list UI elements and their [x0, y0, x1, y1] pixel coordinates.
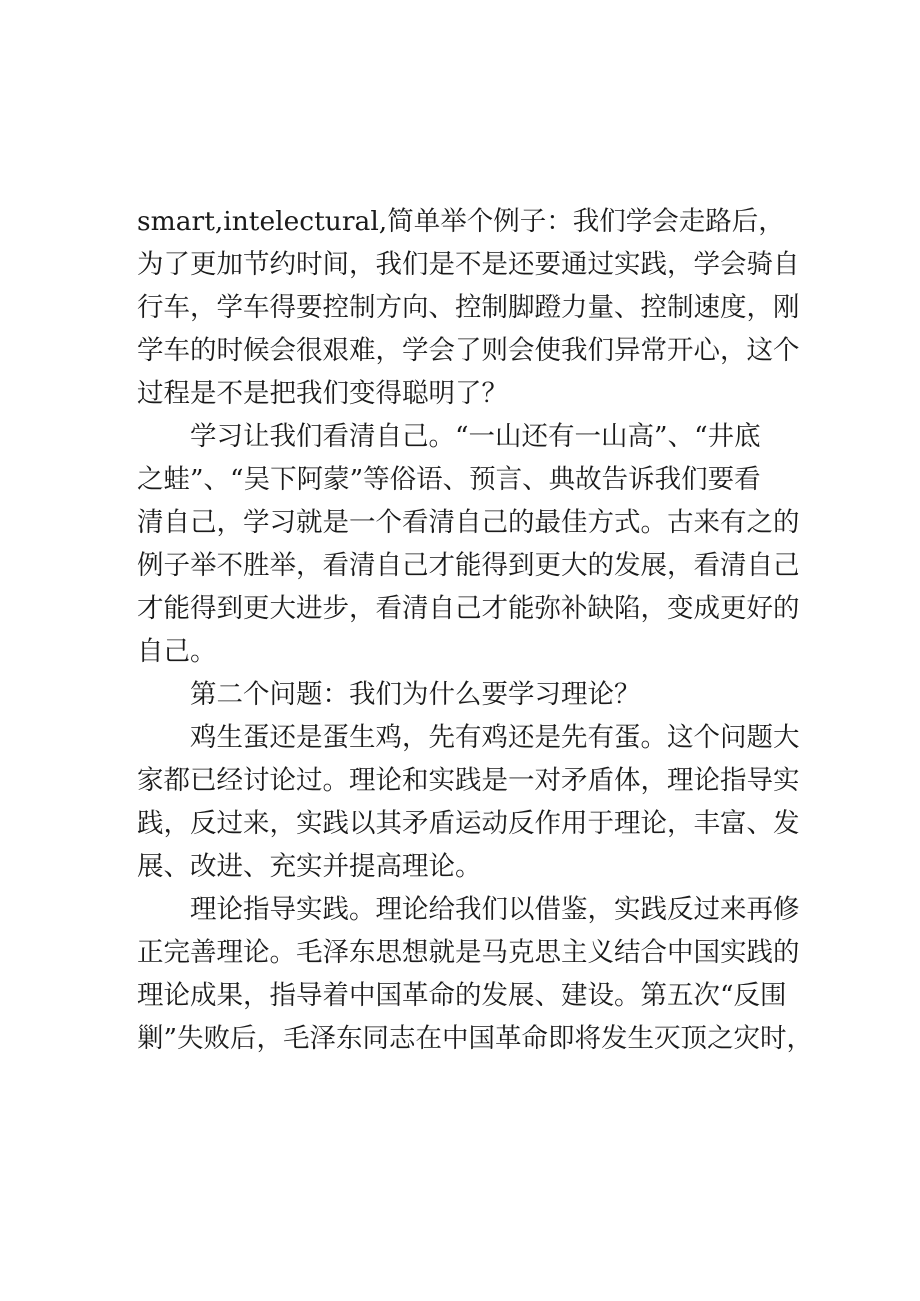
- text-line: 为了更加节约时间，我们是不是还要通过实践，学会骑自: [137, 249, 800, 280]
- text-line: 自己。: [137, 636, 217, 667]
- paragraph-start-line: 理论指导实践。理论给我们以借鉴，实践反过来再修: [190, 894, 800, 925]
- section-heading: 第二个问题：我们为什么要学习理论？: [190, 679, 641, 710]
- text-line: 行车，学车得要控制方向、控制脚蹬力量、控制速度，刚: [137, 292, 800, 323]
- text-line: 正完善理论。毛泽东思想就是马克思主义结合中国实践的: [137, 937, 800, 968]
- text-line: 剿”失败后，毛泽东同志在中国革命即将发生灭顶之灾时，: [137, 1023, 814, 1054]
- text-line: 践，反过来，实践以其矛盾运动反作用于理论，丰富、发: [137, 808, 800, 839]
- text-line: 展、改进、充实并提高理论。: [137, 851, 482, 882]
- text-line: 理论成果，指导着中国革命的发展、建设。第五次“反围: [137, 980, 787, 1011]
- text-line: 例子举不胜举，看清自己才能得到更大的发展，看清自己: [137, 550, 800, 581]
- text-line: 之蛙”、“吴下阿蒙”等俗语、预言、典故告诉我们要看: [137, 464, 761, 495]
- text-line: 清自己，学习就是一个看清自己的最佳方式。古来有之的: [137, 507, 800, 538]
- paragraph-start-line: 鸡生蛋还是蛋生鸡，先有鸡还是先有蛋。这个问题大: [190, 722, 800, 753]
- text-line: 才能得到更大进步，看清自己才能弥补缺陷，变成更好的: [137, 593, 800, 624]
- text-line: 家都已经讨论过。理论和实践是一对矛盾体，理论指导实: [137, 765, 800, 796]
- text-line: 过程是不是把我们变得聪明了？: [137, 378, 508, 409]
- text-line: smart,intelectural,简单举个例子：我们学会走路后，: [137, 206, 785, 237]
- text-line: 学车的时候会很艰难，学会了则会使我们异常开心，这个: [137, 335, 800, 366]
- paragraph-start-line: 学习让我们看清自己。“一山还有一山高”、“井底: [190, 421, 761, 452]
